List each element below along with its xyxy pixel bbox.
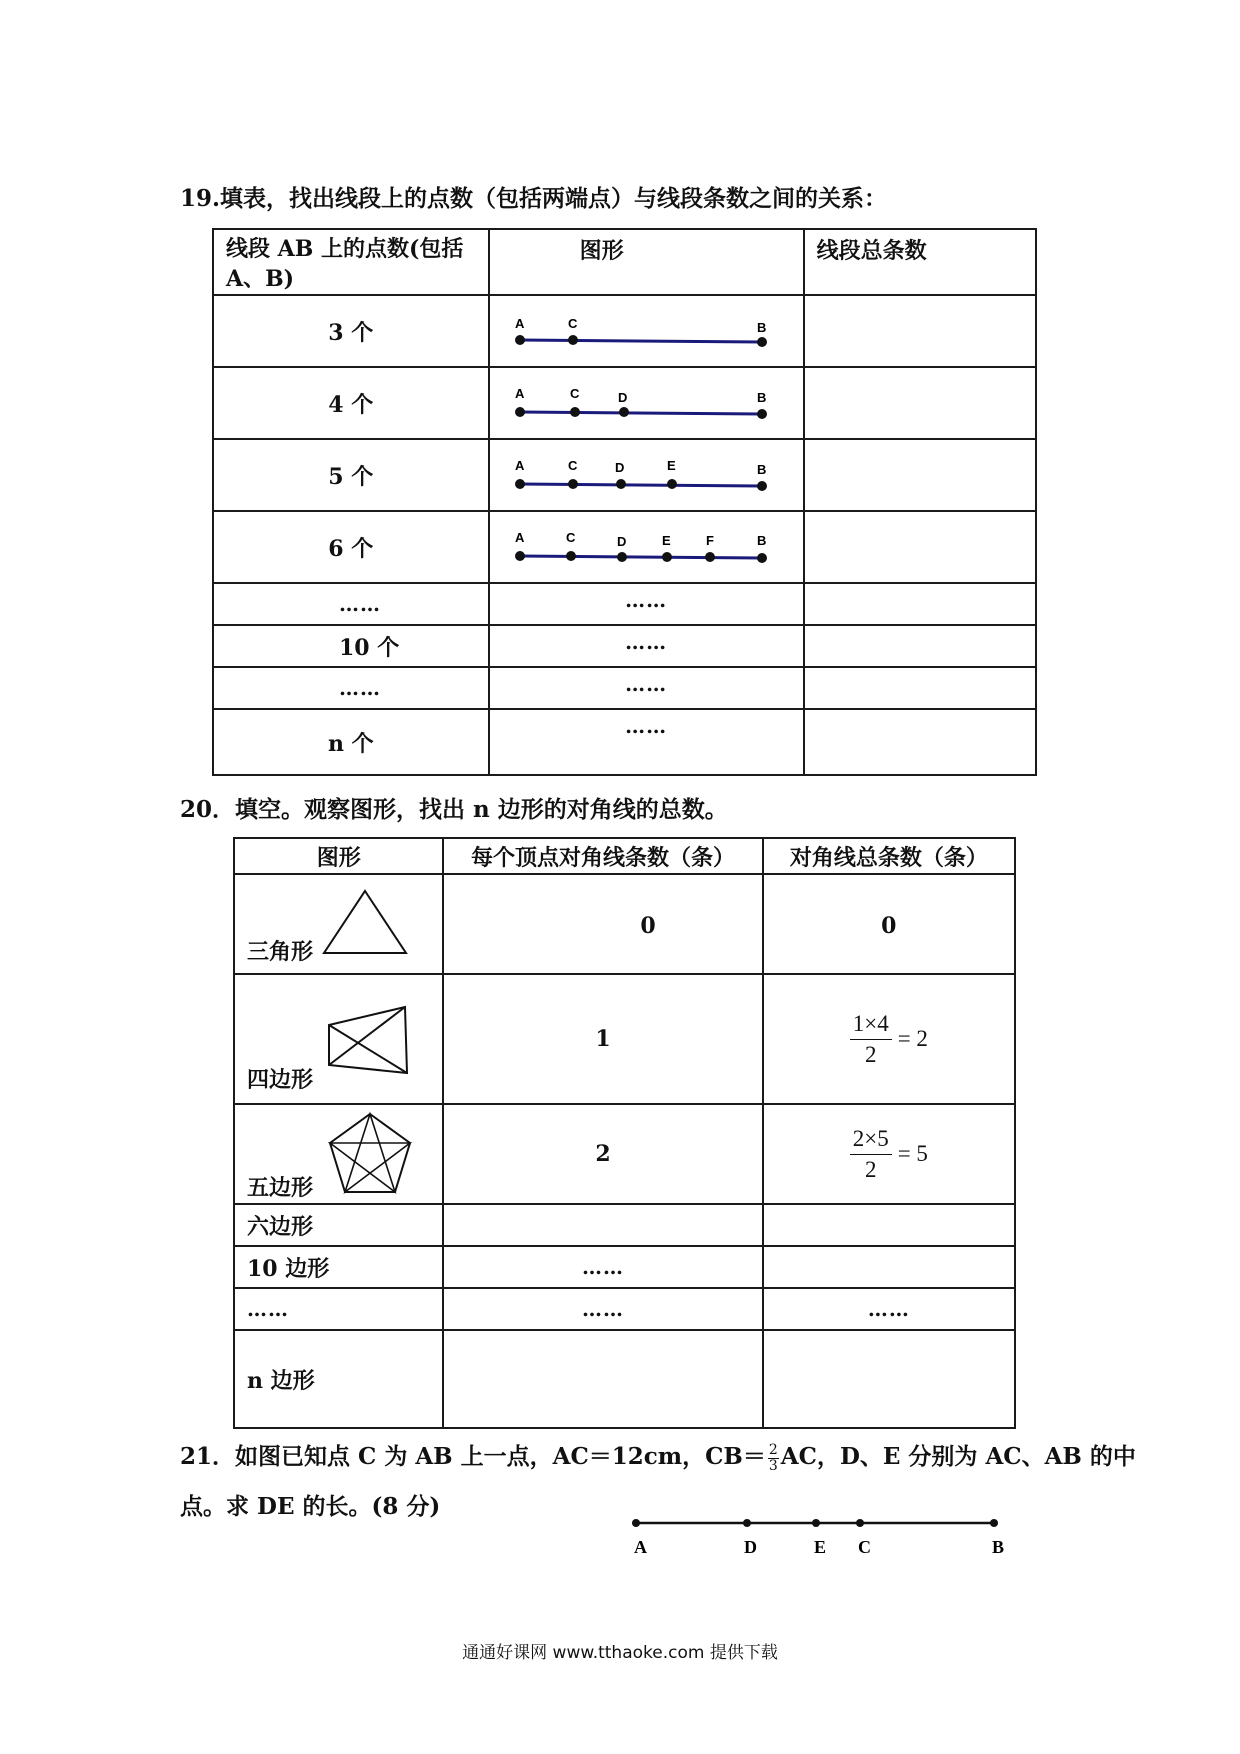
point-label: A: [514, 386, 524, 401]
fraction-result: = 2: [897, 1026, 928, 1051]
triangle-figure: [320, 887, 410, 957]
table-row: [234, 1104, 1015, 1204]
figure-cell: [489, 439, 804, 511]
point-dot: [757, 409, 767, 419]
point-label: F: [705, 533, 714, 548]
table-row: [213, 709, 1036, 775]
point-dot: [757, 337, 767, 347]
total-cell[interactable]: [763, 1330, 1015, 1428]
per-vertex-cell: 2: [443, 1104, 762, 1204]
q21-part2: AC，D、E 分别为 AC、AB 的中: [780, 1443, 1136, 1470]
point-label: A: [634, 1537, 647, 1557]
total-cell: [763, 974, 1015, 1104]
point-dot: [515, 335, 525, 345]
point-label: B: [992, 1537, 1005, 1557]
figure-cell: [489, 295, 804, 367]
figure-cell: [489, 367, 804, 439]
point-dot: [812, 1519, 820, 1527]
header-per-vertex: 每个顶点对角线条数（条）: [443, 838, 762, 874]
points-cell: 10 个: [213, 625, 489, 667]
point-dot: [856, 1519, 864, 1527]
point-label: E: [814, 1537, 827, 1557]
segment-line: [520, 340, 762, 342]
point-dot: [568, 335, 578, 345]
header-total: 对角线总条数（条）: [763, 838, 1015, 874]
fraction-formula: [850, 1011, 928, 1067]
point-label: B: [756, 320, 766, 335]
point-label: D: [617, 390, 627, 405]
total-cell: ……: [763, 1288, 1015, 1330]
shape-cell: n 边形: [234, 1330, 443, 1428]
table-row: [213, 367, 1036, 439]
per-vertex-cell: 0: [443, 874, 762, 974]
point-label: C: [567, 316, 577, 331]
table-row: [234, 1204, 1015, 1246]
header-figure: 图形: [489, 229, 804, 295]
points-cell: n 个: [213, 709, 489, 775]
point-dot: [757, 481, 767, 491]
fraction-denominator: 2: [864, 1156, 877, 1182]
pentagon-figure: [325, 1110, 415, 1200]
table-row: [213, 439, 1036, 511]
answer-cell[interactable]: [804, 367, 1036, 439]
point-label: A: [514, 316, 524, 331]
point-dot: [990, 1519, 998, 1527]
figure-cell: ……: [489, 625, 804, 667]
total-cell: 0: [763, 874, 1015, 974]
per-vertex-cell: 1: [443, 974, 762, 1104]
point-label: A: [514, 458, 524, 473]
answer-cell[interactable]: [804, 511, 1036, 583]
segment-line: [520, 556, 762, 558]
q19-title: 19.填表，找出线段上的点数（包括两端点）与线段条数之间的关系：: [180, 185, 888, 212]
table-row: [234, 1288, 1015, 1330]
points-cell: 3 个: [213, 295, 489, 367]
point-label: B: [756, 390, 766, 405]
points-cell: ……: [213, 583, 489, 625]
point-dot: [667, 479, 677, 489]
point-label: B: [756, 533, 766, 548]
shape-cell: [234, 874, 443, 974]
figure-cell: [489, 511, 804, 583]
answer-cell[interactable]: [804, 583, 1036, 625]
fraction-numerator: 2×5: [850, 1126, 892, 1154]
shape-label: 五边形: [247, 1175, 314, 1201]
segment-line: [520, 484, 762, 486]
q20-title: 20．填空。观察图形，找出 n 边形的对角线的总数。: [180, 796, 728, 823]
fraction-result: = 5: [897, 1141, 928, 1166]
table-row: [234, 1330, 1015, 1428]
point-dot: [515, 551, 525, 561]
shape-cell: [234, 1104, 443, 1204]
answer-cell[interactable]: [804, 295, 1036, 367]
table-row: [213, 667, 1036, 709]
header-points: 线段 AB 上的点数(包括 A、B): [213, 229, 489, 295]
point-dot: [619, 407, 629, 417]
points-cell: ……: [213, 667, 489, 709]
shape-cell: ……: [234, 1288, 443, 1330]
shape-label: 三角形: [247, 939, 314, 965]
q21-segment-figure: [620, 1505, 1020, 1565]
figure-cell: ……: [489, 709, 804, 775]
points-cell: 4 个: [213, 367, 489, 439]
segment-line: [520, 412, 762, 414]
answer-cell[interactable]: [804, 709, 1036, 775]
point-label: B: [756, 462, 766, 477]
point-dot: [632, 1519, 640, 1527]
point-label: C: [565, 530, 575, 545]
point-dot: [662, 552, 672, 562]
point-label: C: [567, 458, 577, 473]
point-label: A: [514, 530, 524, 545]
point-dot: [570, 407, 580, 417]
quadrilateral-figure: [323, 1003, 413, 1075]
answer-cell[interactable]: [804, 667, 1036, 709]
point-label: C: [569, 386, 579, 401]
table-header-row: [213, 229, 1036, 295]
per-vertex-cell[interactable]: [443, 1330, 762, 1428]
answer-cell[interactable]: [804, 625, 1036, 667]
segment-figure-5: [490, 440, 803, 506]
point-dot: [743, 1519, 751, 1527]
answer-cell[interactable]: [804, 439, 1036, 511]
q21-line1: [180, 1432, 1136, 1482]
point-label: D: [616, 534, 626, 549]
segment-figure-6: [490, 512, 803, 578]
q19-table: [212, 228, 1037, 776]
point-dot: [515, 479, 525, 489]
header-total: 线段总条数: [804, 229, 1036, 295]
fraction-denominator: 2: [864, 1041, 877, 1067]
per-vertex-cell: ……: [443, 1246, 762, 1288]
table-row: [234, 1246, 1015, 1288]
point-label: E: [666, 458, 676, 473]
shape-label: 四边形: [247, 1067, 314, 1093]
table-row: [213, 511, 1036, 583]
point-label: C: [858, 1537, 871, 1557]
figure-cell: ……: [489, 667, 804, 709]
total-cell[interactable]: [763, 1204, 1015, 1246]
point-dot: [757, 553, 767, 563]
shape-cell: [234, 974, 443, 1104]
table-row: [213, 295, 1036, 367]
header-shape: 图形: [234, 838, 443, 874]
total-cell[interactable]: [763, 1246, 1015, 1288]
q21-line2: 点。求 DE 的长。(8 分): [180, 1493, 441, 1520]
page-footer: 通通好课网 www.tthaoke.com 提供下载: [462, 1643, 778, 1663]
point-dot: [568, 479, 578, 489]
table-row: [234, 974, 1015, 1104]
table-row: [234, 874, 1015, 974]
point-dot: [566, 551, 576, 561]
q21-part1: 21．如图已知点 C 为 AB 上一点，AC＝12cm，CB＝: [180, 1443, 766, 1470]
figure-cell: ……: [489, 583, 804, 625]
point-dot: [617, 552, 627, 562]
fraction-numerator: 1×4: [850, 1011, 892, 1039]
point-label: D: [614, 460, 624, 475]
q20-table: [233, 837, 1016, 1429]
per-vertex-cell: ……: [443, 1288, 762, 1330]
point-label: D: [744, 1537, 757, 1557]
point-label: E: [661, 533, 671, 548]
table-row: [213, 625, 1036, 667]
fraction-numerator: 2: [768, 1441, 778, 1458]
fraction-denominator: 3: [768, 1457, 778, 1474]
segment-figure-4: [490, 368, 803, 434]
shape-cell: 10 边形: [234, 1246, 443, 1288]
table-row: [213, 583, 1036, 625]
per-vertex-cell[interactable]: [443, 1204, 762, 1246]
segment-figure-3: [490, 296, 803, 362]
total-cell: [763, 1104, 1015, 1204]
point-dot: [705, 552, 715, 562]
fraction-formula: [850, 1126, 928, 1182]
points-cell: 6 个: [213, 511, 489, 583]
shape-cell: 六边形: [234, 1204, 443, 1246]
points-cell: 5 个: [213, 439, 489, 511]
point-dot: [616, 479, 626, 489]
table-header-row: [234, 838, 1015, 874]
point-dot: [515, 407, 525, 417]
q21-fraction: [768, 1443, 779, 1473]
